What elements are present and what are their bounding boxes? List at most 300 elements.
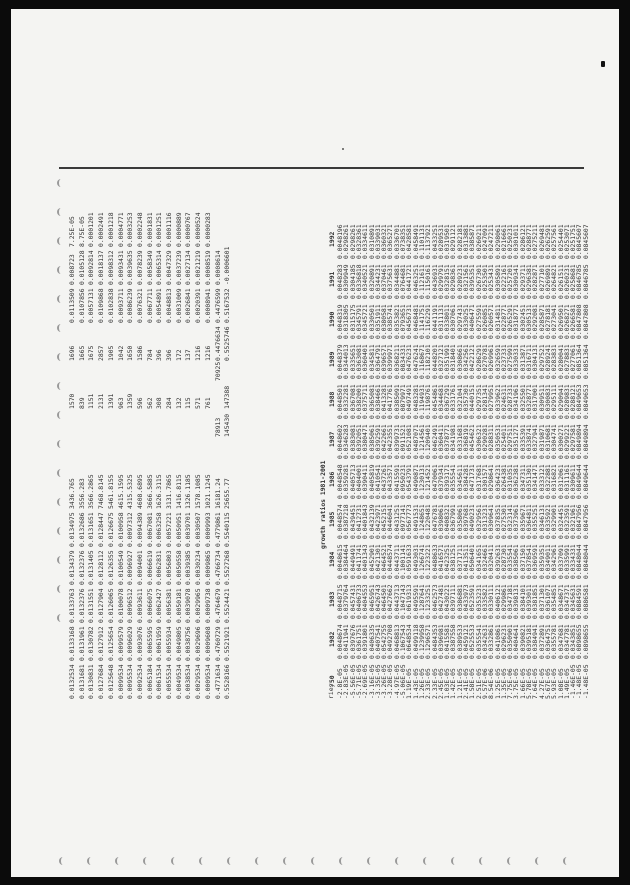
lower-table-cell: 0.0346131 — [537, 504, 546, 539]
upper-table-cell: 0.4779861 — [213, 512, 222, 547]
upper-table-cell: 0.0026841 — [184, 288, 193, 323]
lower-table-cell: 0.0320411 — [487, 544, 496, 579]
lower-table-cell: 0.0298361 — [449, 264, 458, 299]
upper-table-cell: 8.75E-05 — [77, 216, 86, 247]
lower-table-cell: 0.0328771 — [525, 384, 533, 419]
upper-table-cell: 0.0128112 — [97, 550, 106, 585]
lower-table-cell: 0.0879971 — [399, 384, 407, 419]
lower-table-cell: 0.0308661 — [455, 344, 464, 379]
upper-table-cell: 4615.1595 — [116, 474, 125, 509]
binding-hole — [87, 857, 95, 865]
lower-table-cell: 0.0345721 — [361, 304, 370, 339]
lower-table-cell: 0.0849644 — [581, 464, 590, 499]
upper-table-cell: 0.0100078 — [116, 588, 125, 623]
upper-table-cell: 0.0096029 — [126, 626, 135, 661]
lower-table-cell: 0.0330111 — [487, 584, 496, 619]
lower-table-cell: 0.0373961 — [512, 504, 521, 539]
lower-table-cell: 0.0350531 — [493, 424, 502, 459]
lower-table-cell: 0.0397111 — [449, 584, 458, 619]
lower-table-cell: 0.0490231 — [468, 504, 477, 539]
lower-table-cell: 0.1296571 — [424, 624, 433, 659]
lower-table-cell: 0.0381851 — [531, 584, 540, 619]
lower-table-cell: 0.0506401 — [468, 544, 477, 579]
lower-table-cell: 3.75E-05 — [512, 668, 521, 699]
lower-table-cell: 0.0305891 — [493, 264, 502, 299]
lower-table-cell: 0.1162291 — [424, 304, 433, 339]
upper-table-cell: 0.0099579 — [116, 626, 125, 661]
lower-table-cell: 0.0048319 — [336, 304, 344, 339]
lower-table-cell: -2.8E-05 — [336, 668, 344, 699]
lower-table-cell: 0.0463251 — [411, 264, 420, 299]
lower-table-cell: 0.0382001 — [354, 384, 363, 419]
lower-table-cell: 2.51E-05 — [474, 668, 483, 699]
upper-table-cell: 172 — [174, 349, 183, 361]
lower-table-cell: 1.42E-05 — [449, 668, 458, 699]
upper-table-cell: 0.0102838 — [106, 288, 115, 323]
upper-table-row — [137, 169, 144, 699]
lower-table-cell: 0.1182101 — [424, 344, 433, 379]
lower-table-cell: 0.1266741 — [417, 544, 426, 579]
lower-table-cell: 0.0260231 — [562, 264, 571, 299]
lower-table-cell: 0.0311161 — [562, 464, 571, 499]
upper-table-cell: 0.0009993 — [203, 512, 212, 547]
lower-table-cell: 0.0363081 — [354, 344, 363, 379]
upper-table-cell: 0.0009608 — [203, 626, 212, 661]
lower-table-cell: -3.16E-05 — [367, 664, 376, 699]
lower-table-cell: 0.0848044 — [575, 544, 584, 579]
upper-table-cell: 1216 — [194, 345, 203, 361]
lower-table-cell: 0.0313871 — [518, 344, 527, 379]
upper-table-cell: 784 — [145, 349, 154, 361]
lower-table-cell: 0.0493031 — [411, 544, 420, 579]
lower-table-cell: 0.0401843 — [361, 504, 370, 539]
lower-table-cell: -1.46E-05 — [569, 664, 578, 699]
lower-table-cell: 0.0389533 — [455, 624, 464, 659]
lower-table-cell: 0.0847956 — [581, 504, 590, 539]
upper-table-cell: 0.0057131 — [87, 288, 96, 323]
lower-table-cell: 0.0411941 — [342, 624, 351, 659]
lower-table-cell: 0.0408321 — [443, 504, 452, 539]
upper-table-cell: 1326.1185 — [184, 474, 193, 509]
upper-table-cell: 0.0130782 — [87, 626, 96, 661]
upper-table-cell: 0.0130831 — [87, 664, 96, 699]
upper-table-cell: 0.0021219 — [194, 250, 203, 285]
lower-table-cell: 0.0416571 — [436, 544, 445, 579]
binding-hole — [57, 556, 65, 564]
lower-table-cell: 0.0048548 — [336, 464, 344, 499]
upper-table-cell: 0.0131405 — [87, 550, 96, 585]
lower-table-cell: 0.0847956 — [575, 504, 584, 539]
lower-table-cell: 0.0456731 — [405, 304, 414, 339]
lower-table-cell: 0.0462491 — [430, 424, 439, 459]
upper-table-cell: 0.0037239 — [174, 250, 183, 285]
upper-table-cell: 0.0056381 — [165, 588, 173, 623]
lower-table-cell: 0.0851364 — [581, 344, 590, 379]
upper-table-cell: 2857 — [97, 345, 106, 361]
binding-hole — [57, 295, 65, 303]
lower-table-cell: 7.75E-06 — [506, 668, 515, 699]
lower-table-cell: 0.0286291 — [474, 344, 483, 379]
lower-table-cell: 0.0324451 — [556, 504, 565, 539]
upper-table-cell: 0.0132686 — [77, 512, 86, 547]
lower-table-cell: -1.48E-05 — [575, 664, 584, 699]
lower-table-cell: 0.0378771 — [443, 424, 452, 459]
lower-table-cell: 0.0296381 — [525, 264, 533, 299]
lower-table-cell: 0.0328151 — [443, 264, 452, 299]
lower-table-cell: 0.0422121 — [468, 344, 477, 379]
lower-table-row — [583, 169, 590, 699]
upper-table-cell: 3666.5885 — [145, 474, 154, 509]
lower-table-cell: 0.0254011 — [499, 424, 508, 459]
column-header: 1982 — [328, 631, 336, 647]
upper-table-cell: 0.0009738 — [203, 588, 212, 623]
lower-table-cell: 0.1233251 — [424, 584, 433, 619]
lower-table-cell: 0.0428581 — [405, 224, 414, 259]
upper-table-cell: 0.0050558 — [174, 550, 183, 585]
lower-table-cell: 0.0287301 — [499, 544, 508, 579]
lower-table-cell: 0.0384941 — [531, 624, 540, 659]
lower-table-cell: 0.0288311 — [487, 424, 496, 459]
lower-table-cell: 0.0384464 — [342, 544, 351, 579]
lower-table-cell: 0.0977141 — [399, 504, 407, 539]
lower-table-cell: 0.0257201 — [506, 264, 515, 299]
upper-table-row — [224, 169, 231, 699]
upper-table-cell: 1042 — [116, 345, 125, 361]
lower-table-cell: 1.08E-05 — [556, 668, 565, 699]
lower-table-cell: 0.0369591 — [531, 544, 540, 579]
lower-table-cell: 0.0311131 — [436, 304, 445, 339]
upper-table-cell: 0.5521921 — [223, 626, 232, 661]
upper-table-cell: 0.0002491 — [97, 212, 106, 247]
lower-table-cell: 8.54E-06 — [487, 668, 496, 699]
lower-table-cell: 0.0393011 — [525, 584, 533, 619]
lower-table-cell: 1.49E-05 — [562, 668, 571, 699]
upper-table-cell: 0.0039701 — [184, 512, 193, 547]
lower-table-cell: 0.0432139 — [367, 504, 376, 539]
upper-table-cell: 1151 — [87, 393, 96, 409]
lower-table-cell: 0.0433571 — [386, 464, 395, 499]
lower-table-cell: 0.0365271 — [386, 224, 395, 259]
upper-table-cell: 0.0132376 — [77, 588, 86, 623]
lower-table-cell: 0.0430221 — [443, 584, 452, 619]
lower-table-cell: -2.83E-05 — [342, 664, 351, 699]
lower-table-cell: 0.0392631 — [493, 544, 502, 579]
upper-table-cell: 3566.2865 — [87, 474, 96, 509]
upper-table-cell: 0.0125648 — [106, 664, 115, 699]
lower-table-cell: 1.03E-05 — [443, 668, 452, 699]
upper-table-cell: 0.0098312 — [106, 250, 115, 285]
lower-table-cell: 0.0335821 — [480, 584, 489, 619]
lower-table-cell: 0.0349011 — [543, 544, 552, 579]
lower-table-cell: 0.0253501 — [480, 264, 489, 299]
upper-table-cell: 0.0000767 — [184, 212, 193, 247]
lower-table-cell: 0.0368211 — [392, 344, 401, 379]
lower-table-cell: 0.0412731 — [354, 504, 363, 539]
binding-hole — [171, 857, 179, 865]
lower-table-cell: 0.0490871 — [411, 464, 420, 499]
upper-table-cell: 0.0125654 — [106, 626, 115, 661]
lower-table-cell: 0.0332861 — [487, 624, 496, 659]
upper-table-cell: 0.4760729 — [213, 626, 222, 661]
lower-table-cell: 0.0462573 — [430, 584, 439, 619]
lower-table-cell: 0.0355781 — [550, 624, 559, 659]
upper-table-cell: 0.0131961 — [77, 626, 86, 661]
lower-table-cell: 0.0330331 — [512, 344, 521, 379]
upper-table-cell: 0.0100958 — [116, 512, 125, 547]
binding-hole — [57, 208, 65, 216]
lower-table-cell: 0.0309611 — [569, 464, 578, 499]
lower-table-cell: 0.0331761 — [449, 384, 458, 419]
lower-table-cell: 0.0413511 — [462, 544, 470, 579]
upper-table-cell: 78913 — [213, 417, 222, 437]
lower-table-cell: 0.0359281 — [342, 464, 351, 499]
lower-table-cell: 0.0299221 — [562, 424, 571, 459]
lower-table-cell: 0.0325501 — [518, 384, 527, 419]
upper-table-cell: 0.0092814 — [87, 250, 96, 285]
lower-table-cell: 0.0247091 — [480, 224, 489, 259]
lower-table-cell: 0.0328361 — [354, 224, 363, 259]
lower-table-cell: 0.0849653 — [575, 384, 584, 419]
binding-hole — [57, 527, 65, 535]
lower-table-cell: 0.0321961 — [569, 504, 578, 539]
upper-table-cell: 0.0132376 — [77, 550, 86, 585]
lower-table-cell: 0.0344231 — [373, 264, 382, 299]
lower-table-cell: 0.0310351 — [506, 464, 515, 499]
lower-table-cell: 0.0354851 — [550, 584, 559, 619]
upper-table-cell: 0.0066075 — [145, 588, 154, 623]
upper-table-row — [79, 169, 86, 699]
lower-table-cell: 0.0300271 — [556, 424, 565, 459]
lower-table-cell: 1.66E-05 — [518, 668, 527, 699]
lower-table-cell: 0.0277101 — [537, 264, 546, 299]
lower-table-cell: 0.0431251 — [392, 504, 401, 539]
lower-table-cell: 0.0492708 — [386, 624, 395, 659]
lower-table-cell: 0.0367291 — [443, 384, 452, 419]
lower-table-cell: 0.0738351 — [399, 224, 407, 259]
lower-table-cell: 0.0342961 — [550, 544, 559, 579]
lower-table-cell: 0.0335541 — [506, 544, 515, 579]
upper-table-cell: 0.0093431 — [116, 250, 125, 285]
lower-table-cell: 0.0268271 — [562, 304, 571, 339]
lower-table-cell: 0.0334331 — [569, 544, 578, 579]
lower-table-cell: 0.0285871 — [537, 304, 546, 339]
upper-table-cell: 0.0093076 — [135, 626, 144, 661]
lower-table-cell: 0.0346283 — [342, 424, 351, 459]
lower-table-cell: 0.0846785 — [575, 264, 584, 299]
lower-table-cell: 0.0320891 — [367, 264, 376, 299]
lower-table-cell: 0.0448201 — [430, 344, 439, 379]
lower-table-cell: 0.0317681 — [474, 464, 483, 499]
lower-table-cell: -2.69E-05 — [361, 664, 370, 699]
column-header: 1983 — [328, 591, 336, 607]
upper-table-cell: 1626.3115 — [155, 474, 164, 509]
upper-table-cell: 0.0008614 — [213, 250, 222, 285]
lower-table-cell: 0.0846785 — [581, 264, 590, 299]
binding-hole — [255, 857, 263, 865]
upper-table-cell: 0.0018137 — [97, 250, 106, 285]
lower-table-cell: 0.0619313 — [405, 584, 414, 619]
lower-table-cell: 7.64E-05 — [531, 668, 540, 699]
lower-table-cell: 0.0849894 — [581, 424, 590, 459]
upper-table-cell: 0.0038756 — [184, 626, 193, 661]
lower-table-cell: 0.0404641 — [512, 624, 521, 659]
lower-table-cell: 0.0269891 — [543, 264, 552, 299]
binding-hole — [57, 469, 65, 477]
upper-table-cell: 0.0095534 — [126, 664, 135, 699]
upper-table-cell: 132 — [174, 397, 183, 409]
column-header: 1987 — [328, 431, 336, 447]
lower-table-cell: 0.0336818 — [354, 264, 363, 299]
lower-table-cell: 0.0452151 — [380, 504, 389, 539]
lower-table-cell: 0.0452901 — [367, 544, 376, 579]
lower-table-cell: 0.1248651 — [417, 504, 426, 539]
upper-table-cell: 0.4771634 — [213, 664, 222, 699]
lower-table-cell: 0.0464521 — [380, 544, 389, 579]
lower-table-cell: 0.0423551 — [386, 424, 395, 459]
upper-table-cell: 0.4764679 — [213, 588, 222, 623]
upper-table-cell: 1586 — [135, 345, 144, 361]
lower-table-cell: 0.0542755 — [380, 624, 389, 659]
lower-table-cell: 0.0301571 — [480, 464, 489, 499]
lower-table-cell: 0.0405819 — [367, 464, 376, 499]
lower-table-cell: 0.0264381 — [499, 464, 508, 499]
lower-table-cell: 9.57E-06 — [480, 668, 489, 699]
lower-table-cell: 0.0266581 — [569, 304, 578, 339]
lower-table-cell: 0.0333121 — [537, 464, 546, 499]
lower-table-cell: 0.0378541 — [525, 544, 533, 579]
upper-table-cell: 5461.8155 — [106, 474, 115, 509]
lower-table-cell: 0.0298061 — [493, 224, 502, 259]
lower-table-cell: 0.1220481 — [424, 504, 433, 539]
lower-table-cell: 1.21E-05 — [455, 668, 464, 699]
upper-table-cell: 137 — [184, 349, 193, 361]
upper-table-cell: 0.0039635 — [126, 250, 135, 285]
lower-table-cell: 0.0048574 — [336, 504, 344, 539]
lower-table-cell: 0.0275301 — [499, 504, 508, 539]
lower-table-cell: 0.0384281 — [462, 464, 470, 499]
lower-table-cell: 0.0476241 — [411, 344, 420, 379]
binding-hole — [423, 857, 431, 865]
upper-table-cell: 1216 — [203, 345, 212, 361]
lower-table-cell: 0.0287331 — [506, 384, 515, 419]
upper-table-cell: 0.0048813 — [165, 288, 173, 323]
upper-table-row — [127, 169, 134, 699]
lower-table-cell: 0.0423251 — [443, 544, 452, 579]
lower-table-cell: 0.0446041 — [386, 504, 395, 539]
lower-table-cell: 0.0275211 — [531, 224, 540, 259]
lower-table-cell: 0.0468813 — [392, 624, 401, 659]
upper-table-cell: 396 — [165, 349, 173, 361]
lower-table-cell: 0.0360321 — [380, 224, 389, 259]
upper-table-cell: 0.0086239 — [126, 288, 135, 323]
lower-table-cell: 0.0222161 — [499, 264, 508, 299]
binding-hole — [339, 857, 347, 865]
lower-table-cell: 0.0417761 — [386, 384, 395, 419]
upper-table-cell: 0.0107856 — [77, 288, 86, 323]
lower-table-cell: 0.0281341 — [480, 384, 489, 419]
lower-table-cell: 0.0385061 — [512, 544, 521, 579]
lower-table-cell: 0.0269501 — [556, 304, 565, 339]
lower-table-cell: 0.0387218 — [342, 504, 351, 539]
lower-table-cell: 0.0318771 — [512, 304, 521, 339]
lower-table-cell: 0.0396571 — [380, 344, 389, 379]
upper-table-cell: 0.0031009 — [174, 288, 183, 323]
lower-table-cell: 0.0341981 — [449, 424, 458, 459]
lower-table-cell: 0.1194931 — [417, 384, 426, 419]
lower-table-cell: 0.0397676 — [348, 624, 357, 659]
lower-table-cell: -3.28E-05 — [386, 664, 395, 699]
lower-table-cell: 0.0277061 — [569, 344, 578, 379]
upper-table-cell: 0.0000283 — [203, 212, 212, 247]
lower-table-cell: 0.0834331 — [399, 344, 407, 379]
upper-table-cell: 0.0096927 — [126, 550, 135, 585]
lower-table-cell: 0.0391801 — [361, 624, 370, 659]
upper-table-cell: 0.0131681 — [77, 664, 86, 699]
upper-table-cell: 0.0055534 — [165, 664, 173, 699]
lower-table-cell: 0.0324661 — [480, 544, 489, 579]
lower-table-cell: 0.0387558 — [449, 624, 458, 659]
upper-table-cell: 0.0020391 — [194, 288, 203, 323]
upper-table-cell: 0.5528166 — [223, 664, 232, 699]
upper-table-cell: 1696 — [68, 345, 76, 361]
lower-table-cell: 0.0298261 — [342, 224, 351, 259]
lower-table-cell: 0.0275591 — [474, 304, 483, 339]
upper-table-cell: 0.0008941 — [203, 288, 212, 323]
lower-table-cell: 0.0390821 — [518, 624, 527, 659]
upper-table-cell: 3556.283 — [77, 478, 86, 509]
lower-table-cell: -3.26E-05 — [380, 664, 389, 699]
lower-table-cell: 0.0344013 — [342, 344, 351, 379]
lower-table-cell: 0.0340521 — [361, 264, 370, 299]
binding-hole — [57, 382, 65, 390]
binding-hole — [479, 857, 487, 865]
lower-table-cell: 0.0351271 — [512, 424, 521, 459]
upper-table-cell: 0.0065595 — [145, 626, 154, 661]
lower-table-cell: 0.0250231 — [506, 224, 515, 259]
lower-table-cell: 0.0251751 — [569, 224, 578, 259]
lower-table-cell: 0.0359671 — [518, 504, 527, 539]
lower-table-cell: 0.0427662 — [386, 584, 395, 619]
column-header: 1988 — [328, 391, 336, 407]
lower-table-cell: 0.0048715 — [336, 584, 344, 619]
lower-table-cell: 0.0297431 — [455, 304, 464, 339]
lower-table-cell: 0.0405713 — [348, 464, 357, 499]
upper-table-cell: 0.0099534 — [116, 664, 125, 699]
upper-table-cell: 0.0093611 — [135, 588, 144, 623]
lower-table-cell: 0.0314811 — [493, 304, 502, 339]
lower-table-cell: 0.0361751 — [354, 624, 363, 659]
binding-hole — [57, 179, 65, 187]
lower-table-cell: 0.0355251 — [531, 504, 540, 539]
lower-table-cell: 0.0360411 — [436, 424, 445, 459]
upper-table-cell: 2131 — [97, 393, 106, 409]
lower-table-cell: 0.0293711 — [518, 264, 527, 299]
upper-table-cell: 0.0050181 — [174, 588, 183, 623]
lower-table-cell: 0.0297511 — [506, 424, 515, 459]
lower-table-cell: 0.0247211 — [487, 224, 496, 259]
upper-table-cell: 0.5524421 — [223, 588, 232, 623]
upper-table-cell: 0.0127684 — [97, 664, 106, 699]
lower-table-cell: 0.0048501 — [336, 384, 344, 419]
lower-table-cell: 0.0323141 — [506, 504, 515, 539]
lower-table-cell: 0.0253431 — [487, 264, 496, 299]
lower-table-cell: 0.0436931 — [430, 264, 439, 299]
upper-table-cell: 0.0113509 — [68, 288, 76, 323]
lower-table-cell: 0.0367991 — [449, 504, 458, 539]
lower-table-cell: 0.0421301 — [373, 544, 382, 579]
lower-table-cell: 0.1214521 — [424, 464, 433, 499]
lower-table-cell: 0.0351301 — [525, 464, 533, 499]
